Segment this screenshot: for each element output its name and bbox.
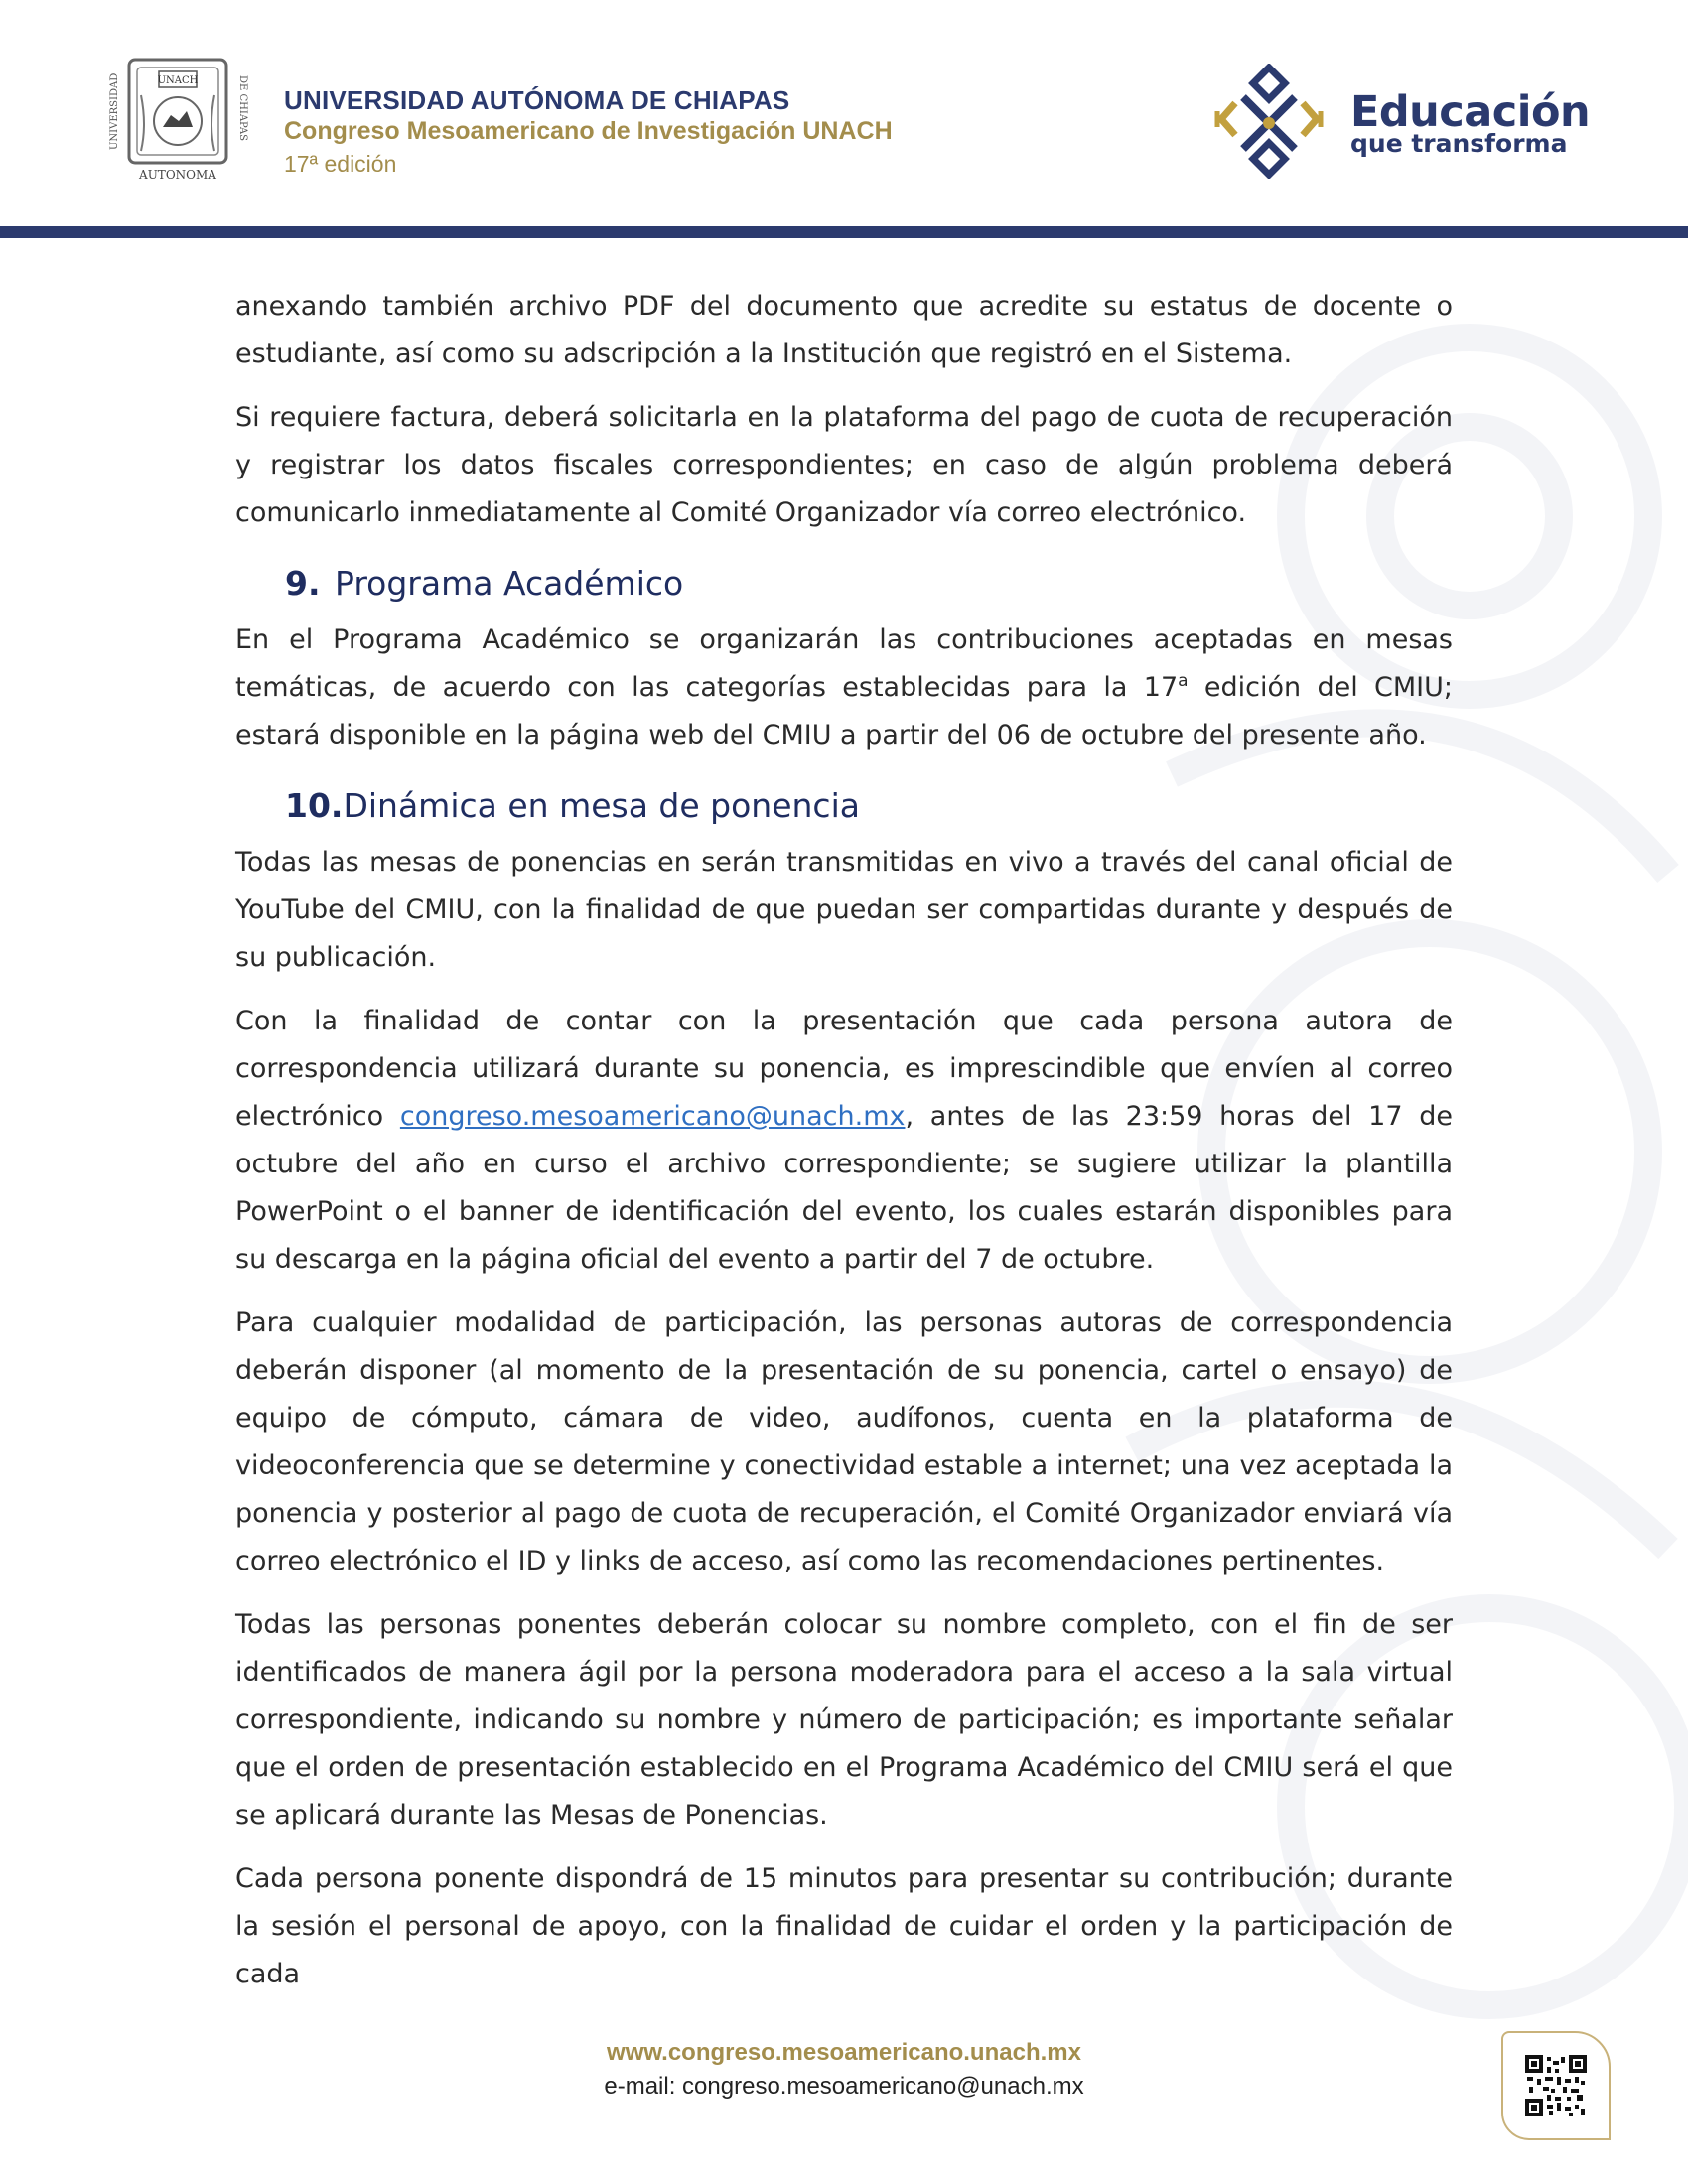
paragraph-7: Todas las personas ponentes deberán colocar su nombre completo, con el fin de ser identificados de manera ágil por la persona moderadora para el acceso a la sala virtual correspondiente, indicando su nombre y número de participación; es importante señalar que el orden de presentación establecido en el Programa Académico del CMIU será el que se aplicará durante las Mesas de Ponencias. [235,1609,1453,1831]
document-body [235,283,1453,2014]
educacion-logo-icon [1213,64,1325,179]
section-10-title: Dinámica en mesa de ponencia [343,786,860,825]
edition-label: 17ª edición [284,151,397,177]
qr-code-icon [1525,2055,1587,2116]
svg-text:DE CHIAPAS: DE CHIAPAS [237,75,248,141]
paragraph-5-text-a: Con la finalidad de contar con la presentación que cada persona autora de correspondencia utilizará durante su ponencia, es imprescindible que envíen al correo electrónico [235,1006,1453,1132]
brand-subtitle: que transforma [1350,129,1568,158]
paragraph-4: Todas las mesas de ponencias en serán transmitidas en vivo a través del canal oficial de YouTube del CMIU, con la finalidad de que puedan ser compartidas durante y después de su publicación. [235,847,1453,973]
paragraph-5-text-b: , antes de las 23:59 horas del 17 de octubre del año en curso el archivo correspondiente; se sugiere utilizar la plantilla PowerPoint o el banner de identificación del evento, los cuales estarán disponibles para su descarga en la página oficial del evento a partir del 7 de octubre. [235,1101,1453,1275]
congress-name: Congreso Mesoamericano de Investigación UNACH [284,117,893,145]
section-10-number: 10. [285,786,344,825]
section-9-title: Programa Académico [335,564,684,603]
footer-website[interactable]: www.congreso.mesoamericano.unach.mx [607,2039,1081,2066]
header-divider [0,226,1688,238]
section-10-heading [285,777,1453,835]
section-9-heading [285,555,1453,613]
paragraph-1: anexando también archivo PDF del documento que acredite su estatus de docente o estudiante, así como su adscripción a la Institución que registró en el Sistema. [235,291,1453,369]
svg-text:UNIVERSIDAD: UNIVERSIDAD [109,72,120,150]
paragraph-3 [235,616,1453,759]
email-link[interactable]: congreso.mesoamericano@unach.mx [399,1101,906,1132]
paragraph-5 [235,998,1453,1284]
paragraph-2: Si requiere factura, deberá solicitarla en la plataforma del pago de cuota de recuperación y registrar los datos fiscales correspondientes; en caso de algún problema deberá comunicarlo inmediatamente al Comité Organizador vía correo electrónico. [235,402,1453,528]
svg-text:AUTONOMA: AUTONOMA [139,168,216,182]
footer-email[interactable]: e-mail: congreso.mesoamericano@unach.mx [604,2073,1084,2100]
section-9-number: 9. [285,564,321,603]
paragraph-3-text-b: edición del CMIU; estará disponible en la página web del CMIU a partir del 06 de octubre del presente año. [235,672,1453,751]
unach-seal-icon [107,56,248,185]
qr-code-frame [1501,2031,1611,2140]
page-header [0,0,1688,236]
paragraph-6: Para cualquier modalidad de participación, las personas autoras de correspondencia deberán disponer (al momento de la presentación de su ponencia, cartel o ensayo) de equipo de cómputo, cámara de video, audífonos, cuenta en la plataforma de videoconferencia que se determine y conectividad estable a internet; una vez aceptada la ponencia y posterior al pago de cuota de recuperación, el Comité Organizador enviará vía correo electrónico el ID y links de acceso, así como las recomendaciones pertinentes. [235,1307,1453,1576]
svg-text:UNACH: UNACH [157,75,199,86]
university-name: UNIVERSIDAD AUTÓNOMA DE CHIAPAS [284,85,790,115]
brand-title: Educación [1350,87,1591,137]
paragraph-8: Cada persona ponente dispondrá de 15 minutos para presentar su contribución; durante la sesión el personal de apoyo, con la finalidad de cuidar el orden y la participación de cada [235,1863,1453,1989]
paragraph-3-text-a: En el Programa Académico se organizarán las contribuciones aceptadas en mesas temáticas, de acuerdo con las categorías establecidas para la 17 [235,624,1453,703]
paragraph-3-superscript: a [1178,671,1189,691]
